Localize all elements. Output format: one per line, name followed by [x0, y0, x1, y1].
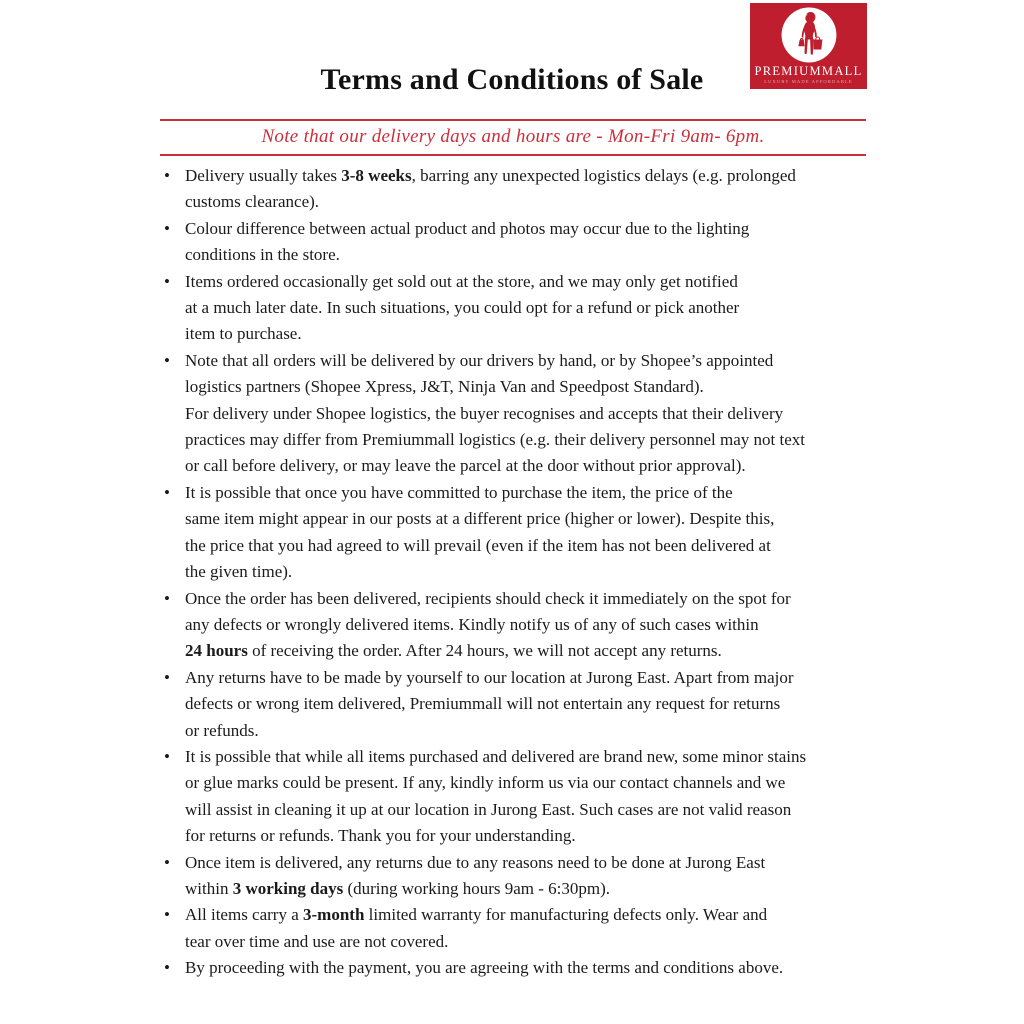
terms-list-item: • By proceeding with the payment, you are agreeing with the terms and conditions above.	[163, 955, 903, 981]
delivery-hours-text: Note that our delivery days and hours are - Mon-Fri 9am- 6pm.	[261, 126, 765, 147]
woman-shopper-icon	[781, 7, 837, 63]
terms-list-item: • Any returns have to be made by yourself to our location at Jurong East. Apart from major defects or wrong item delivered, Premiummall will not entertain any request for returns or refunds.	[163, 665, 903, 744]
terms-list	[163, 163, 903, 982]
delivery-hours-notice	[160, 119, 866, 156]
logo-tagline: LUXURY MADE AFFORDABLE	[764, 79, 853, 84]
terms-list-item: • All items carry a 3-month limited warranty for manufacturing defects only. Wear and tear over time and use are not covered.	[163, 902, 903, 955]
terms-list-item: • Once the order has been delivered, recipients should check it immediately on the spot for any defects or wrongly delivered items. Kindly notify us of any of such cases within 24 hours of receiving the order. After 24 hours, we will not accept any returns.	[163, 586, 903, 665]
terms-list-item: • Note that all orders will be delivered by our drivers by hand, or by Shopee’s appointed logistics partners (Shopee Xpress, J&T, Ninja Van and Speedpost Standard). For delivery under Shopee logistics, the buyer recognises and accepts that their delivery practices may differ from Premiummall logistics (e.g. their delivery personnel may not text or call before delivery, or may leave the parcel at the door without prior approval).	[163, 348, 903, 480]
terms-list-item: • Delivery usually takes 3-8 weeks, barring any unexpected logistics delays (e.g. prolonged customs clearance).	[163, 163, 903, 216]
terms-list-item: • Items ordered occasionally get sold out at the store, and we may only get notified at a much later date. In such situations, you could opt for a refund or pick another item to purchase.	[163, 269, 903, 348]
terms-list-item: • It is possible that once you have committed to purchase the item, the price of the same item might appear in our posts at a different price (higher or lower). Despite this, the price that you had agreed to will prevail (even if the item has not been delivered at the given time).	[163, 480, 903, 586]
logo-brand-name: PREMIUMMALL	[754, 64, 863, 78]
terms-list-item: • Colour difference between actual product and photos may occur due to the lighting conditions in the store.	[163, 216, 903, 269]
terms-list-item: • Once item is delivered, any returns due to any reasons need to be done at Jurong East within 3 working days (during working hours 9am - 6:30pm).	[163, 850, 903, 903]
page-title: Terms and Conditions of Sale	[320, 63, 704, 96]
terms-list-item: • It is possible that while all items purchased and delivered are brand new, some minor stains or glue marks could be present. If any, kindly inform us via our contact channels and we will assist in cleaning it up at our location in Jurong East. Such cases are not valid reason for returns or refunds. Thank you for your understanding.	[163, 744, 903, 850]
